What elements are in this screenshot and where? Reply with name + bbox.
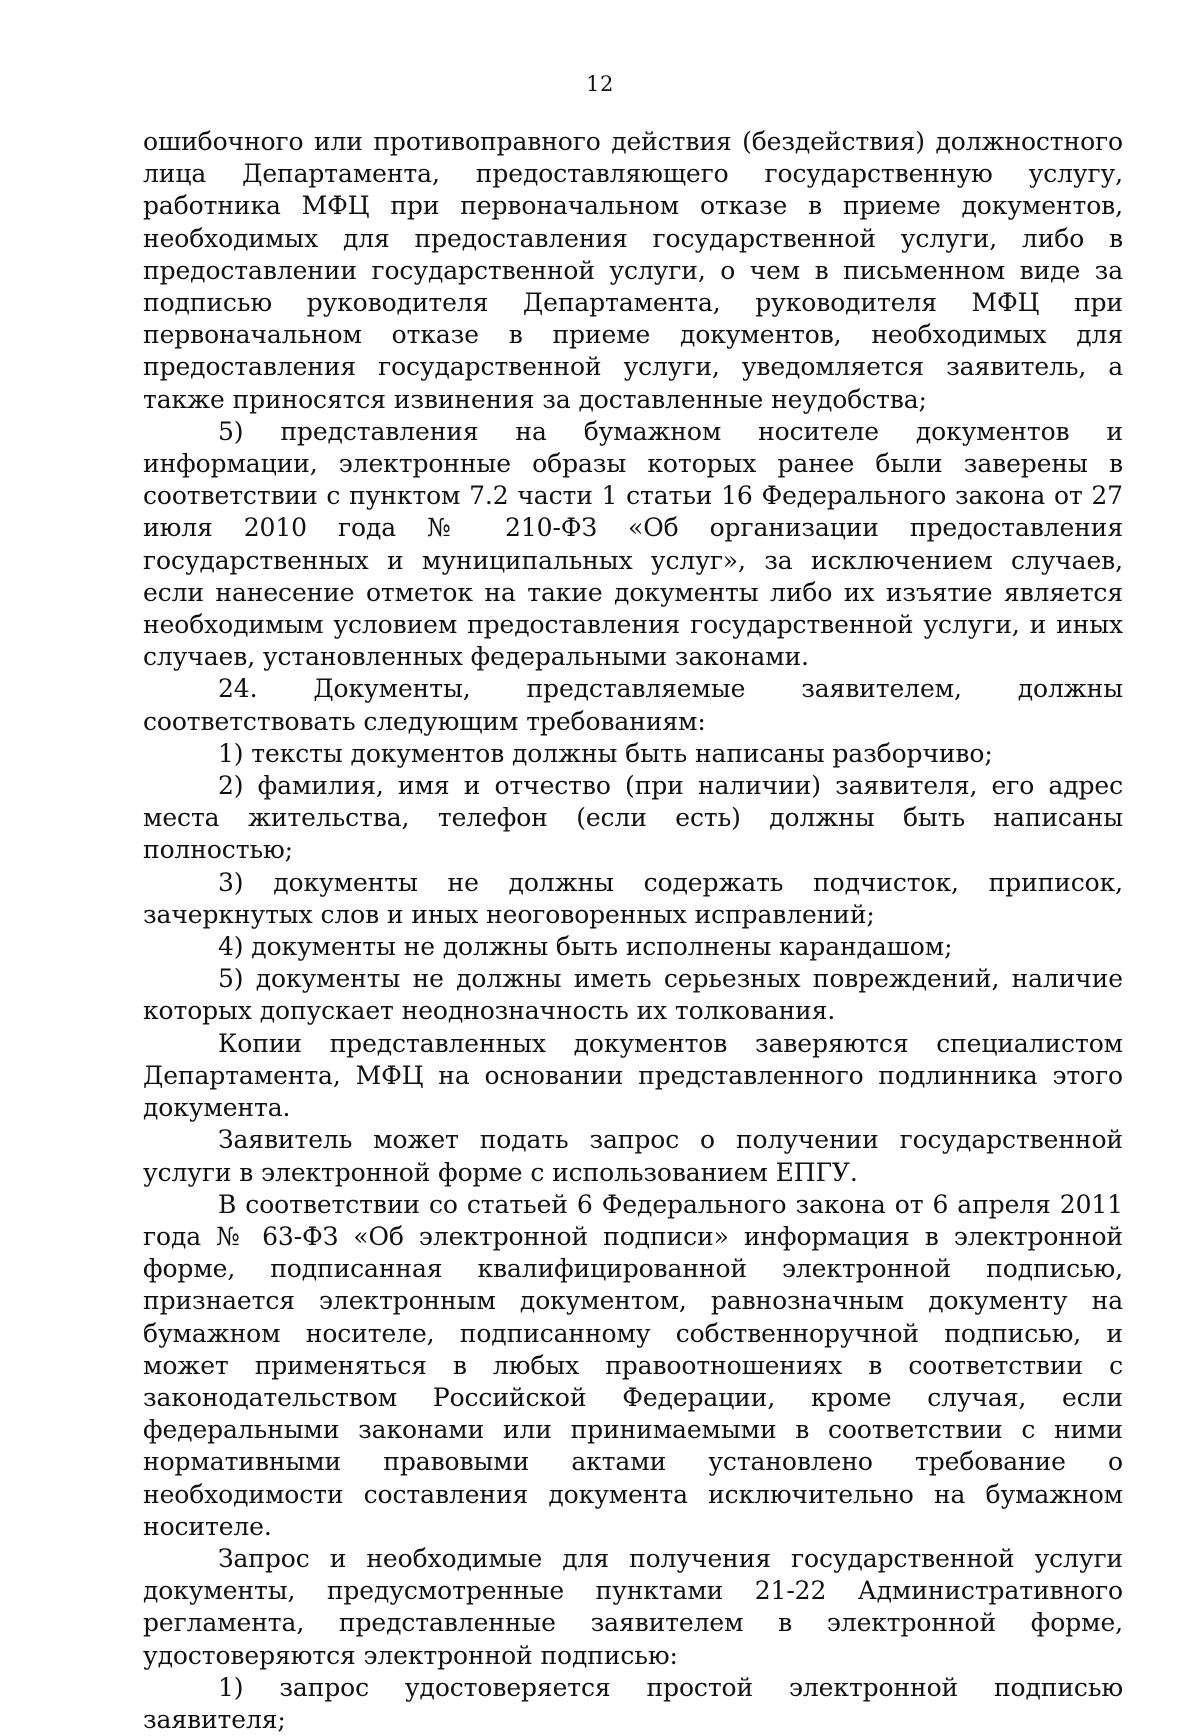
document-body bbox=[143, 126, 1123, 1736]
page-number: 12 bbox=[586, 72, 614, 96]
requirement-item-1: 1) тексты документов должны быть написаны разборчиво; bbox=[218, 738, 993, 768]
paragraph-electronic-request: Заявитель может подать запрос о получении государственной услуги в электронной форме с использованием ЕПГУ. bbox=[143, 1125, 1123, 1187]
requirement-item-5: 5) документы не должны иметь серьезных повреждений, наличие которых допускает неоднозначность их толкования. bbox=[143, 964, 1123, 1026]
signature-item-1: 1) запрос удостоверяется простой электронной подписью заявителя; bbox=[143, 1672, 1123, 1734]
paragraph-copies-certified: Копии представленных документов заверяются специалистом Департамента, МФЦ на основании представленного подлинника этого документа. bbox=[143, 1028, 1123, 1123]
requirement-item-2: 2) фамилия, имя и отчество (при наличии) заявителя, его адрес места жительства, телефон (если есть) должны быть написаны полностью; bbox=[143, 771, 1123, 865]
paragraph-signature-requirements: Запрос и необходимые для получения государственной услуги документы, предусмотренные пунктами 21-22 Административного регламента, представленные заявителем в электронной форме, удостоверяются электронной подписью: bbox=[143, 1543, 1123, 1670]
paragraph-24-requirements: 24. Документы, представляемые заявителем, должны соответствовать следующим требованиям: bbox=[143, 674, 1123, 736]
paragraph-continuation: ошибочного или противоправного действия (бездействия) должностного лица Департамента, предоставляющего государственную услугу, работника МФЦ при первоначальном отказе в приеме документов, необходимых для предоставления государственной услуги, либо в предоставлении государственной услуги, о чем в письменном виде за подписью руководителя Департамента, руководителя МФЦ при первоначальном отказе в приеме документов, необходимых для предоставления государственной услуги, уведомляется заявитель, а также приносятся извинения за доставленные неудобства; bbox=[143, 127, 1123, 414]
paragraph-electronic-signature-law: В соответствии со статьей 6 Федерального закона от 6 апреля 2011 года № 63-ФЗ «Об электронной подписи» информация в электронной форме, подписанная квалифицированной электронной подписью, признается электронным документом, равнозначным документу на бумажном носителе, подписанному собственноручной подписью, и может применяться в любых правоотношениях в соответствии с законодательством Российской Федерации, кроме случая, если федеральными законами или принимаемыми в соответствии с ними нормативными правовыми актами установлено требование о необходимости составления документа исключительно на бумажном носителе. bbox=[143, 1189, 1123, 1541]
requirement-item-3: 3) документы не должны содержать подчисток, приписок, зачеркнутых слов и иных неоговоренных исправлений; bbox=[143, 867, 1123, 929]
paragraph-item-5-paper-copies: 5) представления на бумажном носителе документов и информации, электронные образы которых ранее были заверены в соответствии с пунктом 7.2 части 1 статьи 16 Федерального закона от 27 июля 2010 года № 210-ФЗ «Об организации предоставления государственных и муниципальных услуг», за исключением случаев, если нанесение отметок на такие документы либо их изъятие является необходимым условием предоставления государственной услуги, и иных случаев, установленных федеральными законами. bbox=[143, 416, 1123, 672]
requirement-item-4: 4) документы не должны быть исполнены карандашом; bbox=[218, 932, 953, 962]
